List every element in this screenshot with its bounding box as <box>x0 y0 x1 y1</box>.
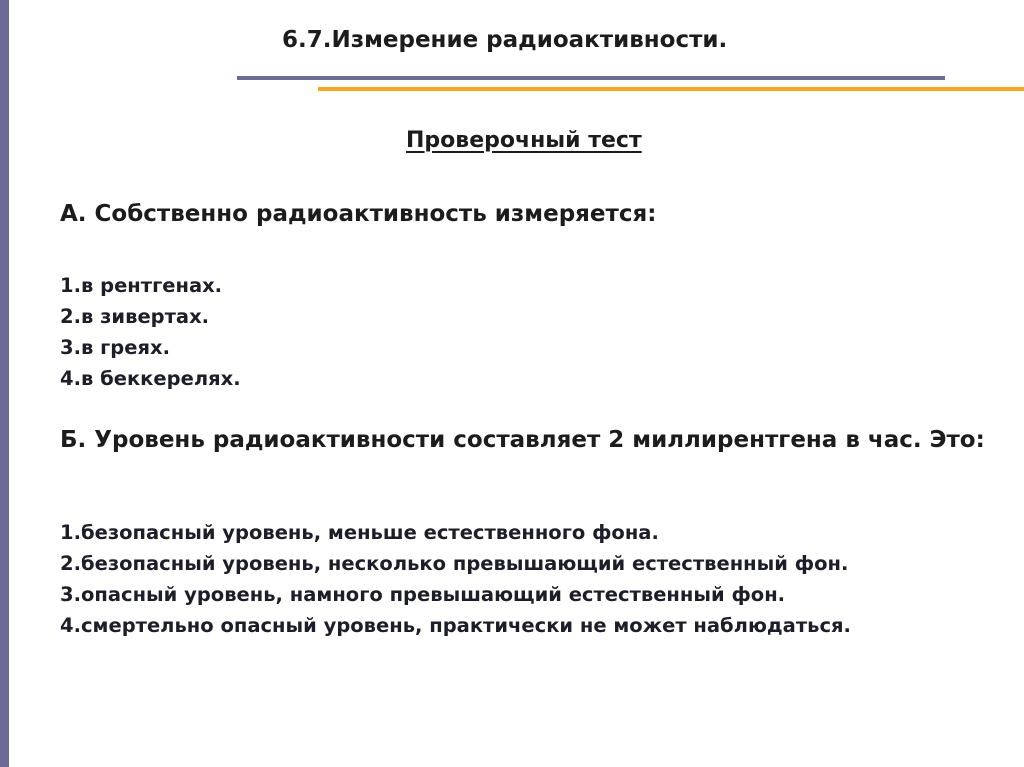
question-a: А. Собственно радиоактивность измеряется: <box>60 201 657 227</box>
answer-option: 3.опасный уровень, намного превышающий естественный фон. <box>60 583 786 606</box>
question-a-answers <box>60 270 241 394</box>
question-b-answers <box>60 517 851 641</box>
answer-option: 1.в рентгенах. <box>60 274 223 297</box>
title-underline-orange <box>318 87 1024 91</box>
answer-option: 4.в беккерелях. <box>60 367 241 390</box>
question-b: Б. Уровень радиоактивности составляет 2 миллирентгена в час. Это: <box>60 427 985 453</box>
test-subtitle: Проверочный тест <box>406 128 642 153</box>
answer-option: 1.безопасный уровень, меньше естественного фона. <box>60 521 659 544</box>
slide-title: 6.7.Измерение радиоактивности. <box>282 27 728 53</box>
answer-option: 4.смертельно опасный уровень, практически не может наблюдаться. <box>60 614 851 637</box>
title-underline-blue <box>237 76 945 80</box>
answer-option: 3.в греях. <box>60 336 170 359</box>
answer-option: 2.безопасный уровень, несколько превышающий естественный фон. <box>60 552 849 575</box>
left-accent-bar <box>0 0 9 767</box>
answer-option: 2.в зивертах. <box>60 305 210 328</box>
